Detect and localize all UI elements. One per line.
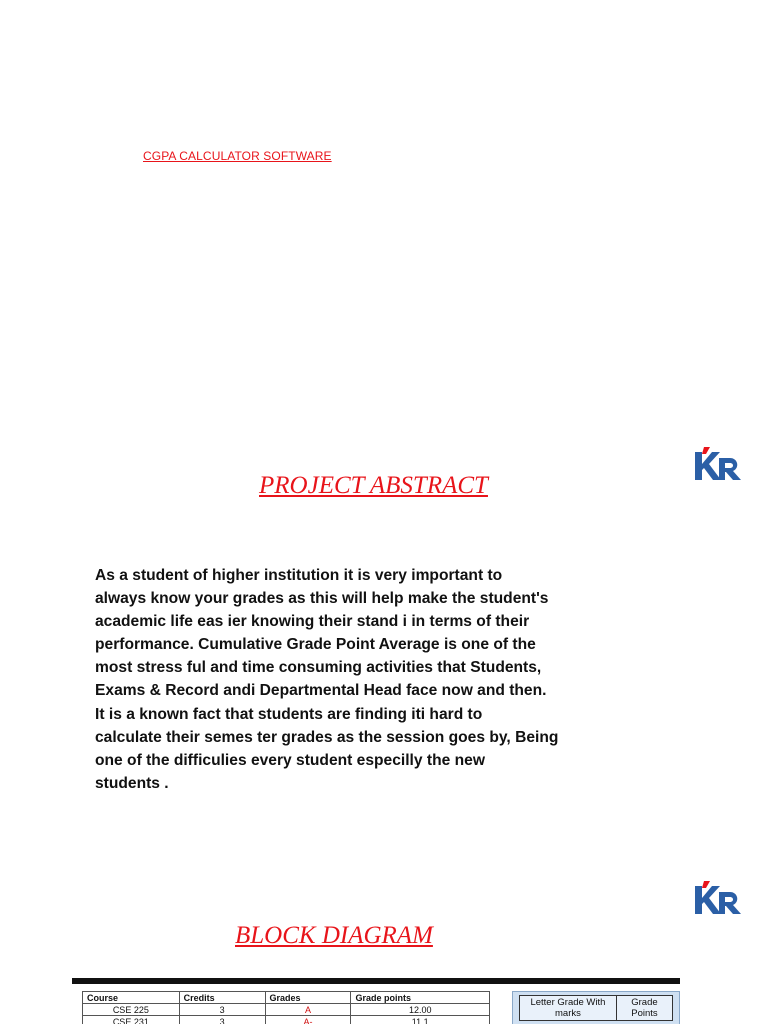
document-title: CGPA CALCULATOR SOFTWARE xyxy=(143,149,332,163)
table-header-row xyxy=(83,992,490,1004)
credits-cell: 3 xyxy=(179,1004,265,1016)
course-cell: CSE 225 xyxy=(83,1004,180,1016)
grade-points-cell: 12.00 xyxy=(351,1004,490,1016)
grade-points-header: Grade Points xyxy=(616,996,672,1021)
grade-cell: A- xyxy=(265,1016,351,1024)
grade-scale-table xyxy=(519,995,673,1021)
course-cell: CSE 231 xyxy=(83,1016,180,1024)
abstract-line: students . xyxy=(95,774,169,792)
abstract-line: performance. Cumulative Grade Point Average is one of the xyxy=(95,636,536,654)
course-grade-table xyxy=(82,991,490,1024)
grade-scale-header xyxy=(520,996,673,1021)
abstract-heading: PROJECT ABSTRACT xyxy=(259,472,488,499)
credits-cell: 3 xyxy=(179,1016,265,1024)
abstract-line: one of the difficulies every student especilly the new xyxy=(95,751,485,769)
grade-scale-box xyxy=(512,991,680,1024)
block-diagram-heading: BLOCK DIAGRAM xyxy=(235,922,433,949)
abstract-line: As a student of higher institution it is very important to xyxy=(95,567,503,584)
kr-logo-icon xyxy=(692,444,744,486)
letter-grade-header: Letter Grade With marks xyxy=(520,996,617,1021)
grade-cell: A xyxy=(265,1004,351,1016)
column-header: Credits xyxy=(179,992,265,1004)
table-row xyxy=(83,1016,490,1024)
abstract-line: always know your grades as this will help make the student's xyxy=(95,590,549,608)
column-header: Grade points xyxy=(351,992,490,1004)
abstract-line: It is a known fact that students are finding iti hard to xyxy=(95,705,483,723)
block-diagram xyxy=(72,978,680,1024)
kr-logo-icon xyxy=(692,878,744,920)
abstract-line: Exams & Record andi Departmental Head face now and then. xyxy=(95,682,547,700)
abstract-line: most stress ful and time consuming activities that Students, xyxy=(95,659,542,677)
diagram-border xyxy=(72,978,680,984)
abstract-paragraph xyxy=(95,564,595,795)
abstract-line: calculate their semes ter grades as the session goes by, Being xyxy=(95,728,559,746)
abstract-line: academic life eas ier knowing their stand i in terms of their xyxy=(95,613,530,631)
table-row xyxy=(83,1004,490,1016)
column-header: Grades xyxy=(265,992,351,1004)
column-header: Course xyxy=(83,992,180,1004)
grade-points-cell: 11.1 xyxy=(351,1016,490,1024)
